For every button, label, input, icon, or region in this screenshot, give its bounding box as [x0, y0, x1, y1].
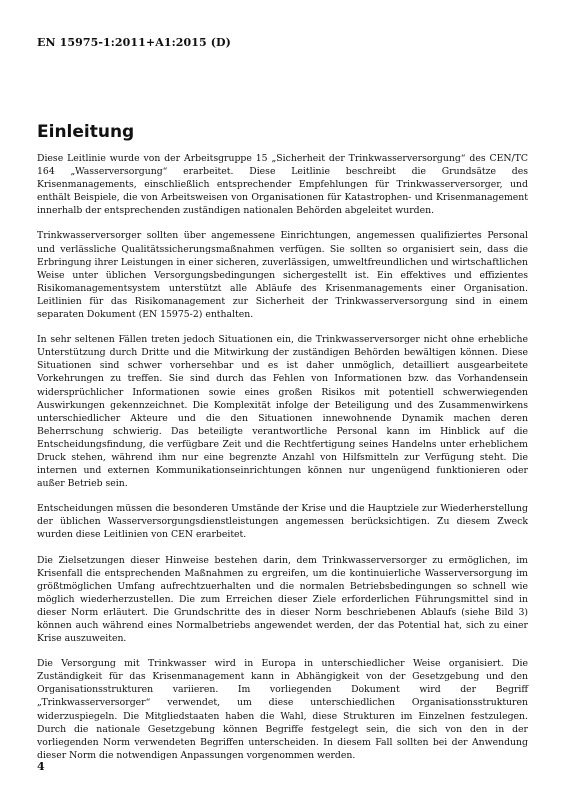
paragraph: Die Versorgung mit Trinkwasser wird in Europa in unterschiedlicher Weise organisiert. Die Zuständigkeit für das Krisenmanagement kann in Abhängigkeit von der Gesetzgebung und den Organisationsstrukturen variieren. Im vorliegenden Dokument wird der Begriff „Trinkwasserversorger“ verwendet, um diese unterschiedlichen Organisationsstrukturen widerzuspiegeln. Die Mitgliedstaaten haben die Wahl, diese Strukturen im Einzelnen festzulegen. Durch die nationale Gesetzgebung können Begriffe festgelegt sein, die sich von den in der vorliegenden Norm verwendeten Begriffen unterscheiden. In diesem Fall sollten bei der Anwendung dieser Norm die notwendigen Anpassungen vorgenommen werden.: [37, 658, 528, 761]
paragraph: Die Zielsetzungen dieser Hinweise bestehen darin, dem Trinkwasserversorger zu ermöglichen, im Krisenfall die entsprechenden Maßnahmen zu ergreifen, um die kontinuierliche Wasserversorgung im größtmöglichen Umfang aufrechtzuerhalten und die normalen Betriebsbedingungen so schnell wie möglich wiederherzustellen. Die zum Erreichen dieser Ziele erforderlichen Führungsmittel sind in dieser Norm erläutert. Die Grundschritte des in dieser Norm beschriebenen Ablaufs (siehe Bild 3) können auch während eines Normalbetriebs angewendet werden, der das Potential hat, sich zu einer Krise auszuweiten.: [37, 554, 528, 645]
document-reference: EN 15975-1:2011+A1:2015 (D): [37, 36, 231, 49]
paragraph: Entscheidungen müssen die besonderen Umstände der Krise und die Hauptziele zur Wiederherstellung der üblichen Wasserversorgungsdienstleistungen angemessen berücksichtigen. Zu diesem Zweck wurden diese Leitlinien von CEN erarbeitet.: [37, 503, 528, 541]
section-body: [37, 152, 528, 774]
paragraph: Diese Leitlinie wurde von der Arbeitsgruppe 15 „Sicherheit der Trinkwasserversorgung“ des CEN/TC 164 „Wasserversorgung“ erarbeitet. Diese Leitlinie beschreibt die Grundsätze des Krisenmanagements, einschließlich entsprechender Empfehlungen für Trinkwasserversorger, und enthält Beispiele, die von Arbeitsweisen von Organisationen für Katastrophen- und Krisenmanagement innerhalb der entsprechenden zuständigen nationalen Behörden abgeleitet wurden.: [37, 153, 528, 217]
paragraph: In sehr seltenen Fällen treten jedoch Situationen ein, die Trinkwasserversorger nicht ohne erhebliche Unterstützung durch Dritte und die Mitwirkung der zuständigen Behörden bewältigen können. Diese Situationen sind schwer vorhersehbar und es ist daher unmöglich, detailliert ausgearbeitete Vorkehrungen zu treffen. Sie sind durch das Fehlen von Informationen bzw. das Vorhandensein widersprüchlicher Informationen sowie eines großen Risikos mit potentiell schwerwiegenden Auswirkungen gekennzeichnet. Die Komplexität infolge der Beteiligung und des Zusammenwirkens unterschiedlicher Akteure und die den Situationen innewohnende Dynamik machen deren Beherrschung schwierig. Das beteiligte verantwortliche Personal kann im Hinblick auf die Entscheidungsfindung, die verfügbare Zeit und die Rechtfertigung seines Handelns unter erheblichem Druck stehen, während ihm nur eine begrenzte Anzahl von Hilfsmitteln zur Verfügung steht. Die internen und externen Kommunikationseinrichtungen können nur ungenügend funktionieren oder außer Betrieb sein.: [37, 334, 528, 490]
paragraph: Trinkwasserversorger sollten über angemessene Einrichtungen, angemessen qualifiziertes Personal und verlässliche Qualitätssicherungsmaßnahmen verfügen. Sie sollten so organisiert sein, dass die Erbringung ihrer Leistungen in einer sicheren, zuverlässigen, umweltfreundlichen und wirtschaftlichen Weise unter üblichen Versorgungsbedingungen sichergestellt ist. Ein effektives und effizientes Risikomanagementsystem unterstützt alle Abläufe des Krisenmanagements einer Organisation. Leitlinien für das Risikomanagement zur Sicherheit der Trinkwasserversorgung sind in einem separaten Dokument (EN 15975-2) enthalten.: [37, 230, 528, 321]
page-number: 4: [37, 760, 45, 773]
section-title: Einleitung: [37, 122, 135, 142]
